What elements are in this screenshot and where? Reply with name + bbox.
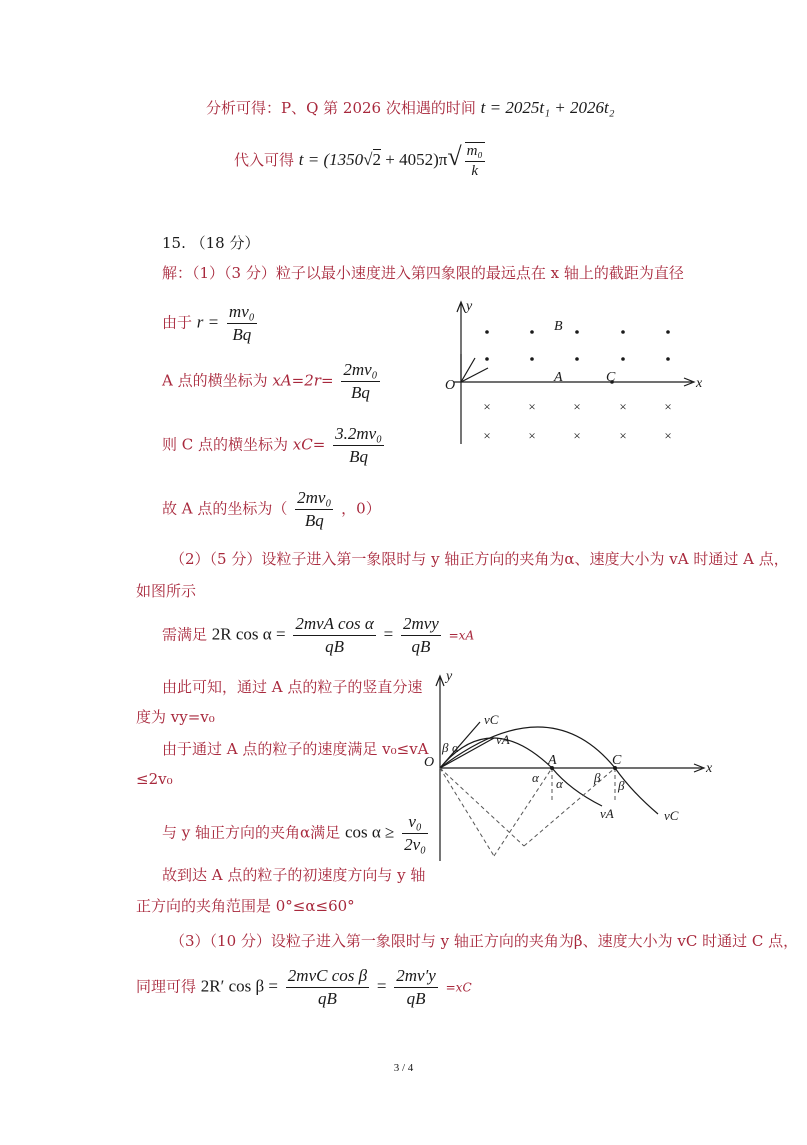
- eq-same-num1: 2mvC cos β: [286, 966, 369, 988]
- eq-xc: [162, 424, 387, 467]
- eq-a-coord-den: Bq: [304, 511, 324, 530]
- text-c-lhs: cos α ≥: [344, 822, 395, 842]
- eq-same-lhs: 2R′ cos β =: [200, 976, 279, 996]
- sqrt-sign-2: √: [447, 142, 462, 171]
- eq-cond-num1: 2mvA cos α: [293, 614, 375, 636]
- eq-a-coord-tail: ，0）: [341, 499, 381, 518]
- fig2-o-label: O: [424, 755, 435, 770]
- text-c-num: v₀: [402, 812, 428, 834]
- fig1-dots: [485, 330, 670, 384]
- eq-r: [162, 302, 260, 345]
- eq-cond-lhs: 2R cos α =: [211, 624, 286, 644]
- fig2-beta-label: β: [442, 740, 449, 755]
- eq-xa-label: A 点的横坐标为: [162, 371, 268, 390]
- eq-xc-label: 则 C 点的横坐标为: [162, 435, 289, 454]
- text-a-l2: 度为 vy=v₀: [136, 708, 215, 726]
- fig2-alpha-label: α: [452, 740, 459, 755]
- line-meet-time-formula: t = 2025t₁ + 2026t₂: [480, 98, 615, 117]
- fig2-y-label: y: [446, 669, 453, 684]
- fig1-cross: ×: [528, 428, 536, 443]
- eq-cond-label: 需满足: [162, 625, 208, 644]
- fig1-cross: ×: [483, 428, 491, 443]
- fig2-x-label: x: [706, 761, 713, 776]
- text-c-label: 与 y 轴正方向的夹角α满足: [162, 823, 341, 842]
- fig1-b-label: B: [554, 319, 563, 334]
- eq-cond-eq: =: [383, 624, 394, 644]
- fig1-x-label: x: [696, 376, 703, 391]
- eq-cond-num2: 2mvy: [401, 614, 441, 636]
- eq-cond-tail: =xA: [448, 628, 475, 643]
- eq-same-den2: qB: [406, 989, 426, 1008]
- eq-a-coord-label: 故 A 点的坐标为（: [162, 499, 288, 518]
- fig1-cross: ×: [619, 428, 627, 443]
- fig1-cross: ×: [619, 399, 627, 414]
- eq-xc-lhs: xC=: [292, 435, 326, 454]
- eq-cond-frac2: [401, 614, 441, 657]
- line-substitute-label: 代入可得: [234, 151, 295, 169]
- fig2-c-label: C: [612, 753, 622, 768]
- line-substitute: [234, 142, 488, 180]
- fig1-cross: ×: [664, 428, 672, 443]
- fig2-alpha-a2: α: [556, 776, 563, 791]
- eq-r-label: 由于: [162, 313, 193, 332]
- text-b-l2: ≤2v₀: [136, 770, 173, 788]
- eq-xc-num: 3.2mv₀: [333, 424, 384, 446]
- eq-cond: [162, 614, 474, 657]
- fig1-o-label: O: [445, 378, 456, 393]
- fig1-cross: ×: [528, 399, 536, 414]
- eq-same-tail: =xC: [445, 980, 472, 995]
- fig1-cross: ×: [573, 399, 581, 414]
- eq-xa-frac: [341, 360, 379, 403]
- eq-r-num: mv₀: [227, 302, 257, 324]
- eq-r-lhs: r =: [196, 312, 220, 332]
- eq-cond-frac1: [293, 614, 375, 657]
- fig1-cross: ×: [664, 399, 672, 414]
- eq-a-coord: [162, 488, 381, 531]
- eq-same-num2: 2mv′y: [394, 966, 438, 988]
- eq-xa-lhs: xA=2r=: [272, 371, 334, 390]
- fig2-va-out: vA: [600, 806, 614, 821]
- mk-num: m₀: [465, 143, 485, 162]
- fig1-cross: ×: [573, 428, 581, 443]
- eq-a-coord-num: 2mv₀: [295, 488, 333, 510]
- sol2-line1: （2）（5 分）设粒子进入第一象限时与 y 轴正方向的夹角为α、速度大小为 vA 时通过 A 点，: [170, 550, 789, 568]
- fig2-vc-label: vC: [484, 712, 499, 727]
- eq-xc-den: Bq: [349, 447, 369, 466]
- mk-den: k: [471, 163, 478, 179]
- fig1-cross: ×: [483, 399, 491, 414]
- text-a-l1: 由此可知，通过 A 点的粒子的竖直分速: [162, 678, 423, 696]
- text-c-den: 2v₀: [404, 835, 427, 854]
- text-c: [162, 812, 431, 855]
- figure-trajectories: [420, 666, 720, 866]
- eq-same-label: 同理可得: [136, 977, 197, 996]
- fig2-a-label: A: [548, 753, 557, 768]
- eq-same-frac2: [394, 966, 438, 1009]
- fig1-y-label: y: [466, 299, 473, 314]
- eq-xa: [162, 360, 383, 403]
- page-number: 3 / 4: [393, 1062, 414, 1074]
- sol2-line2: 如图所示: [136, 582, 197, 600]
- eq-same-frac1: [286, 966, 369, 1009]
- eq-cond-den1: qB: [325, 637, 345, 656]
- line-substitute-t: t = (1350: [298, 150, 364, 169]
- fig1-a-label: A: [554, 370, 563, 385]
- eq-xa-num: 2mv₀: [341, 360, 379, 382]
- fig2-beta-c2: β: [618, 778, 625, 793]
- fig2-va-label: vA: [496, 732, 510, 747]
- eq-same: [136, 966, 472, 1009]
- fig1-c-label: C: [606, 370, 616, 385]
- text-b-l1: 由于通过 A 点的粒子的速度满足 v₀≤vA: [162, 740, 429, 758]
- sol3-line1: （3）（10 分）设粒子进入第一象限时与 y 轴正方向的夹角为β、速度大小为 vC 时通过 C 点，: [170, 932, 799, 950]
- fig2-vc-out: vC: [664, 808, 679, 823]
- eq-xa-den: Bq: [351, 383, 370, 402]
- sqrt2: 2: [372, 150, 381, 169]
- q15-title: 15. （18 分）: [162, 234, 260, 252]
- mk-fraction: [465, 142, 485, 180]
- eq-r-den: Bq: [232, 325, 252, 344]
- eq-a-coord-frac: [295, 488, 333, 531]
- eq-xc-frac: [333, 424, 384, 467]
- eq-r-frac: [227, 302, 257, 345]
- eq-same-eq: =: [376, 976, 387, 996]
- line-meet-time-label: 分析可得：P、Q 第 2026 次相遇的时间: [206, 99, 476, 117]
- line-substitute-plus: + 4052)π: [381, 150, 448, 169]
- text-d-l2: 正方向的夹角范围是 0°≤α≤60°: [136, 897, 355, 915]
- fig2-dashed: [440, 768, 615, 856]
- sqrt-sign: √: [363, 150, 373, 169]
- fig2-beta-c1: β: [594, 770, 601, 785]
- eq-cond-den2: qB: [411, 637, 431, 656]
- eq-same-den1: qB: [318, 989, 337, 1008]
- sol1-intro: 解：（1）（3 分）粒子以最小速度进入第四象限的最远点在 x 轴上的截距为直径: [162, 264, 684, 282]
- line-meet-time: [206, 97, 615, 118]
- fig2-alpha-a1: α: [532, 770, 539, 785]
- fig2-arc-c: [440, 727, 615, 768]
- figure-field-grid: [440, 296, 710, 446]
- text-d-l1: 故到达 A 点的粒子的初速度方向与 y 轴: [162, 866, 426, 884]
